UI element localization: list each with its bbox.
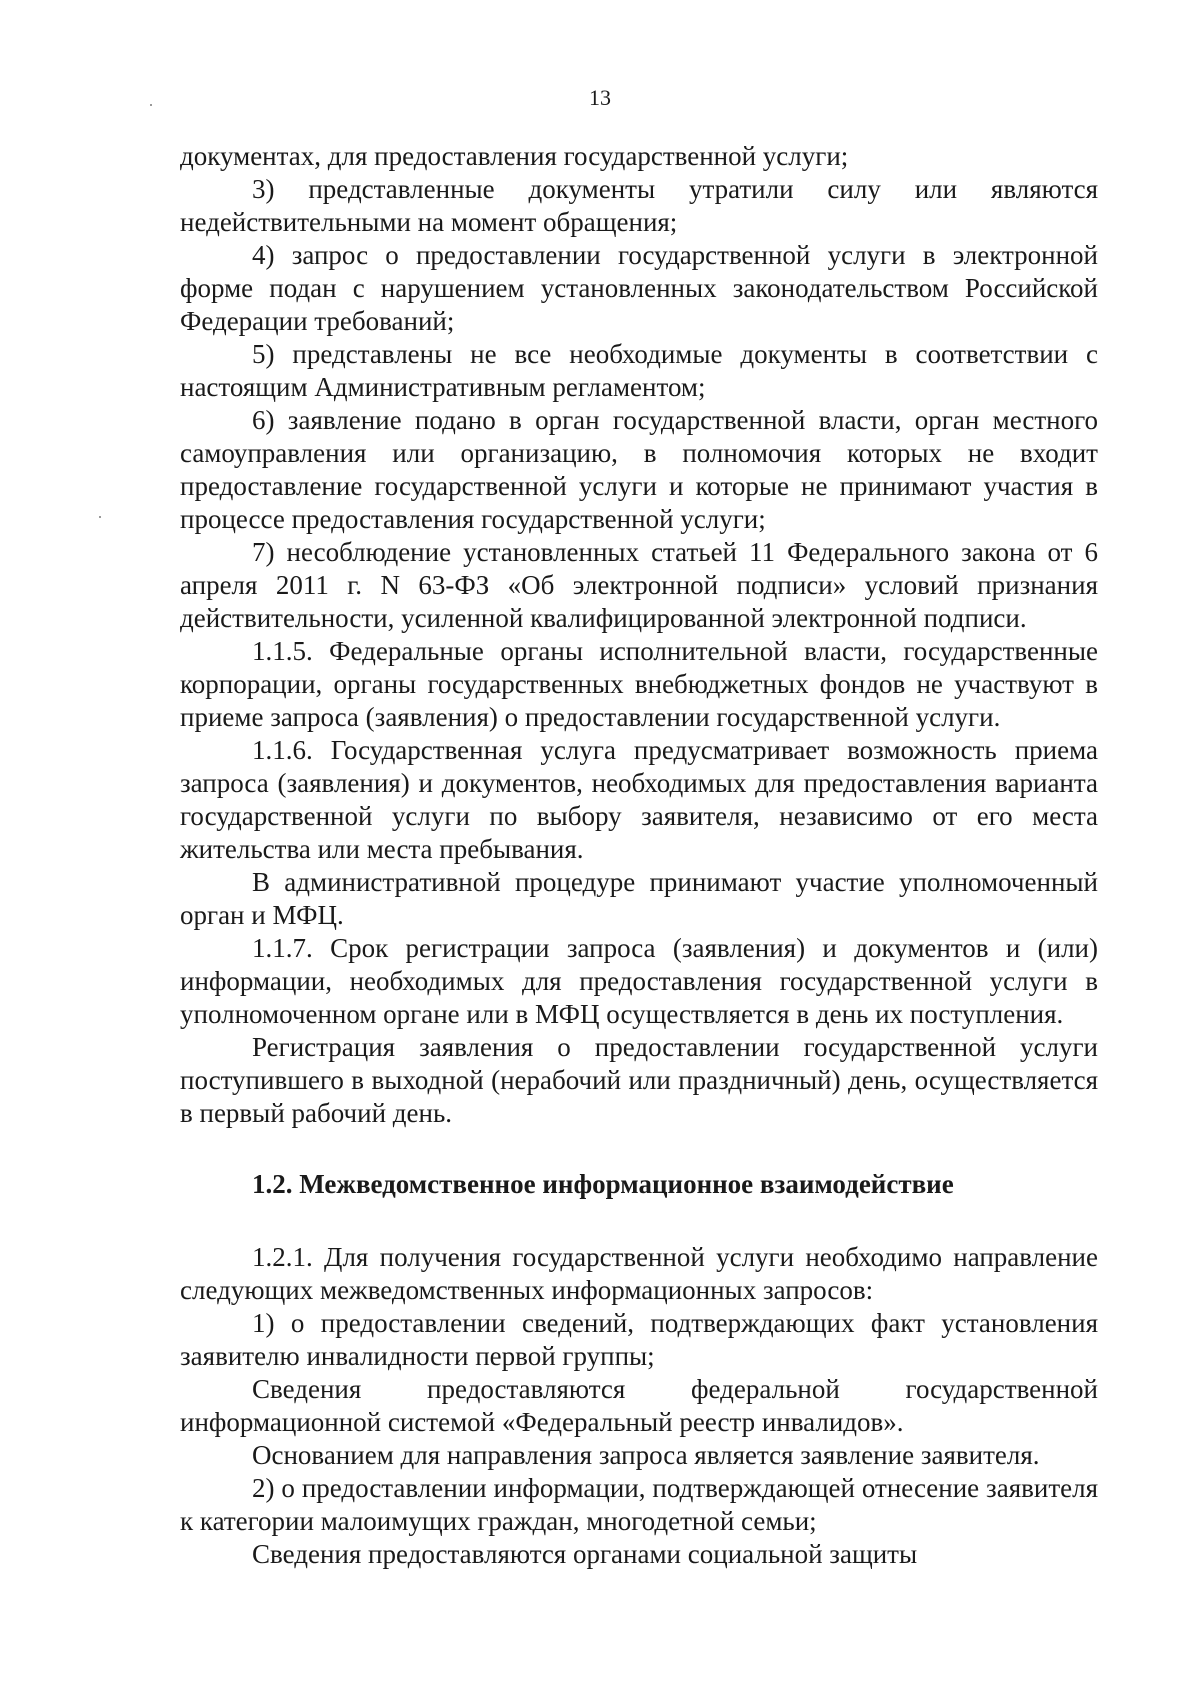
paragraph: документах, для предоставления государственной услуги;: [180, 141, 849, 171]
paragraph: 7) несоблюдение установленных статьей 11 Федерального закона от 6 апреля 2011 г. N 63-ФЗ «Об электронной подписи» условий признания действительности, усиленной квалифицированной электронной подписи.: [180, 537, 1098, 633]
paragraph: 1.1.6. Государственная услуга предусматривает возможность приема запроса (заявления) и документов, необходимых для предоставления варианта государственной услуги по выбору заявителя, независимо от его места жительства или места пребывания.: [180, 735, 1098, 864]
scan-speck: [99, 516, 101, 518]
paragraph: 1.1.7. Срок регистрации запроса (заявления) и документов и (или) информации, необходимых для предоставления государственной услуги в уполномоченном органе или в МФЦ осуществляется в день их поступления.: [180, 933, 1098, 1029]
section-heading: 1.2. Межведомственное информационное взаимодействие: [252, 1169, 954, 1199]
paragraph: 6) заявление подано в орган государственной власти, орган местного самоуправления или организацию, в полномочия которых не входит предоставление государственной услуги и которые не принимают участия в процессе предоставления государственной услуги;: [180, 405, 1098, 534]
paragraph: 2) о предоставлении информации, подтверждающей отнесение заявителя к категории малоимущих граждан, многодетной семьи;: [180, 1473, 1098, 1536]
document-body: [180, 140, 1098, 1571]
paragraph: 3) представленные документы утратили силу или являются недействительными на момент обращения;: [180, 174, 1098, 237]
paragraph: Регистрация заявления о предоставлении государственной услуги поступившего в выходной (нерабочий или праздничный) день, осуществляется в первый рабочий день.: [180, 1032, 1098, 1128]
paragraph: 4) запрос о предоставлении государственной услуги в электронной форме подан с нарушением установленных законодательством Российской Федерации требований;: [180, 240, 1098, 336]
paragraph: Сведения предоставляются органами социальной защиты: [252, 1539, 918, 1569]
paragraph: 1) о предоставлении сведений, подтверждающих факт установления заявителю инвалидности первой группы;: [180, 1308, 1098, 1371]
paragraph: 1.2.1. Для получения государственной услуги необходимо направление следующих межведомственных информационных запросов:: [180, 1242, 1098, 1305]
paragraph: 1.1.5. Федеральные органы исполнительной власти, государственные корпорации, органы государственных внебюджетных фондов не участвуют в приеме запроса (заявления) о предоставлении государственной услуги.: [180, 636, 1098, 732]
paragraph: Основанием для направления запроса является заявление заявителя.: [252, 1440, 1040, 1470]
paragraph: В административной процедуре принимают участие уполномоченный орган и МФЦ.: [180, 867, 1098, 930]
paragraph: 5) представлены не все необходимые документы в соответствии с настоящим Административным регламентом;: [180, 339, 1098, 402]
paragraph: Сведения предоставляются федеральной государственной информационной системой «Федеральный реестр инвалидов».: [180, 1374, 1098, 1437]
page-number: 13: [589, 85, 611, 110]
